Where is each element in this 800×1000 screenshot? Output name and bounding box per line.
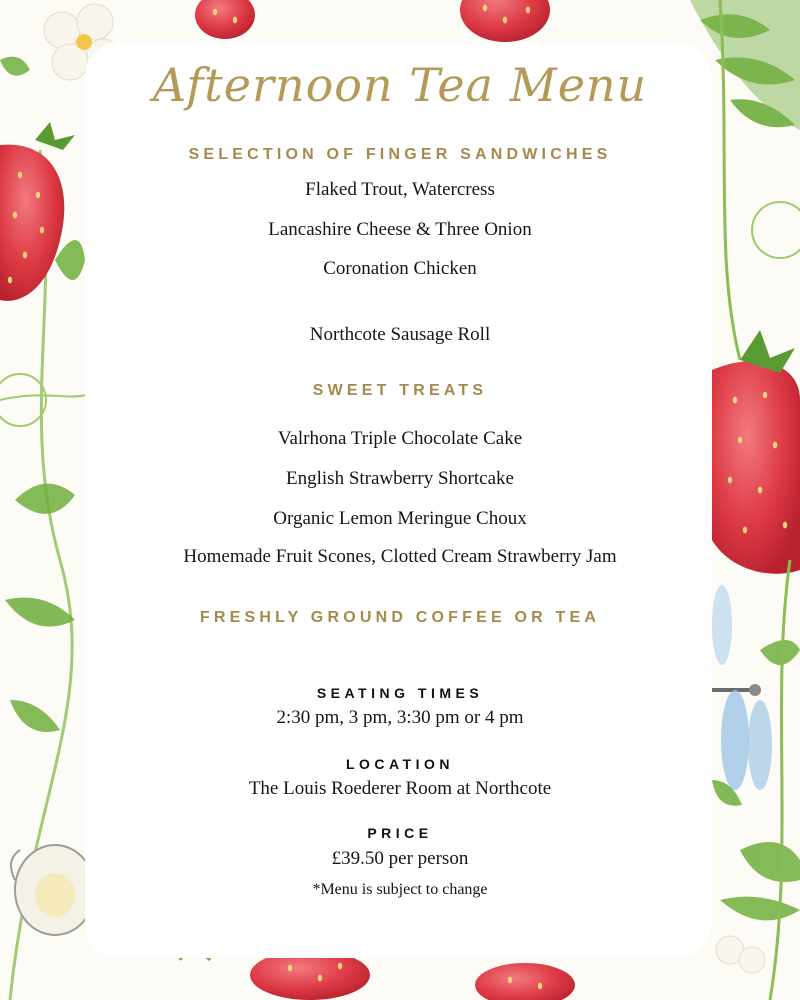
menu-item: Flaked Trout, Watercress (305, 179, 495, 200)
seating-label: SEATING TIMES (316, 685, 484, 701)
strawberry-icon (712, 330, 800, 574)
strawberry-icon (195, 0, 255, 39)
location-label: LOCATION (345, 756, 455, 772)
menu-item: Organic Lemon Meringue Choux (273, 508, 527, 529)
menu-item: Northcote Sausage Roll (309, 324, 491, 345)
menu-item: Homemade Fruit Scones, Clotted Cream Strawberry Jam (183, 546, 617, 567)
sandwiches-heading: SELECTION OF FINGER SANDWICHES (188, 146, 612, 163)
menu-disclaimer: *Menu is subject to change (312, 881, 488, 898)
price-value: £39.50 per person (331, 848, 469, 869)
sweets-heading: SWEET TREATS (312, 382, 488, 399)
menu-item: Valrhona Triple Chocolate Cake (277, 428, 523, 449)
menu-item: Coronation Chicken (323, 258, 477, 279)
price-label: PRICE (367, 825, 433, 841)
drinks-heading: FRESHLY GROUND COFFEE OR TEA (199, 609, 601, 626)
strawberry-icon (475, 963, 575, 1000)
strawberry-icon (460, 0, 550, 42)
menu-item: English Strawberry Shortcake (286, 468, 514, 489)
location-value: The Louis Roederer Room at Northcote (248, 778, 552, 799)
menu-item: Lancashire Cheese & Three Onion (268, 219, 532, 240)
flower-icon (716, 936, 765, 973)
seating-times: 2:30 pm, 3 pm, 3:30 pm or 4 pm (276, 707, 524, 728)
menu-title: Afternoon Tea Menu (152, 58, 648, 112)
